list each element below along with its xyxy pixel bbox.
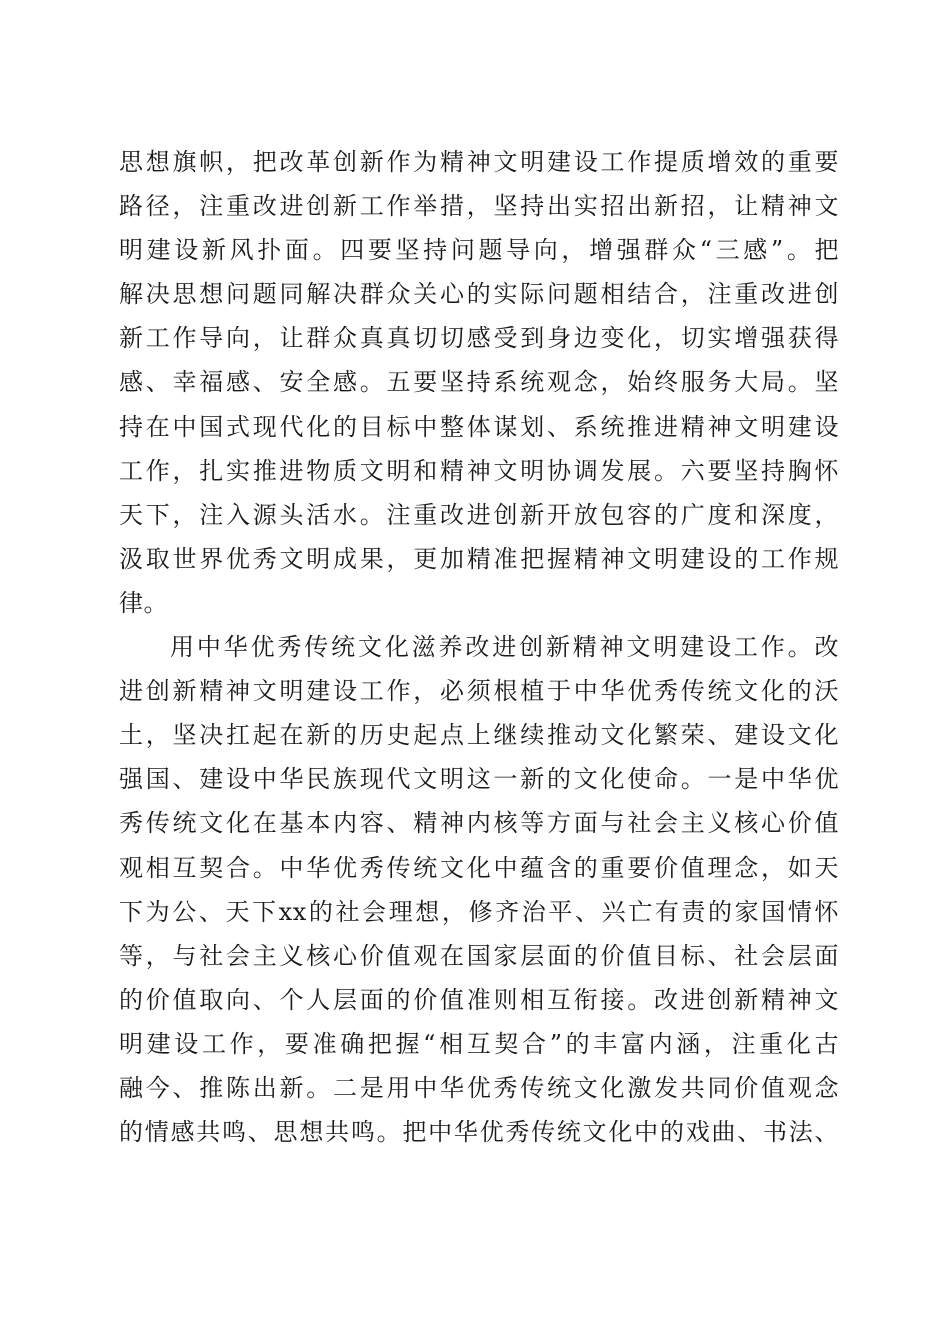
- text-line: 汲取世界优秀文明成果，更加精准把握精神文明建设的工作规: [119, 544, 839, 573]
- text-line: 持在中国式现代化的目标中整体谋划、系统推进精神文明建设: [119, 412, 839, 441]
- text-line: 明建设工作，要准确把握“相互契合”的丰富内涵，注重化古: [119, 1029, 839, 1058]
- text-line: 等，与社会主义核心价值观在国家层面的价值目标、社会层面: [119, 941, 839, 970]
- paragraph-start-line: 用中华优秀传统文化滋养改进创新精神文明建设工作。改: [170, 633, 839, 662]
- text-line: 下为公、天下xx的社会理想，修齐治平、兴亡有责的家国情怀: [119, 897, 839, 926]
- paragraph-end-line: 律。: [119, 588, 168, 617]
- text-line: 秀传统文化在基本内容、精神内核等方面与社会主义核心价值: [119, 809, 839, 838]
- text-line: 新工作导向，让群众真真切切感受到身边变化，切实增强获得: [119, 324, 839, 353]
- text-line: 感、幸福感、安全感。五要坚持系统观念，始终服务大局。坚: [119, 368, 839, 397]
- text-line: 观相互契合。中华优秀传统文化中蕴含的重要价值理念，如天: [119, 853, 839, 882]
- text-line: 的情感共鸣、思想共鸣。把中华优秀传统文化中的戏曲、书法、: [119, 1118, 839, 1147]
- text-line: 思想旗帜，把改革创新作为精神文明建设工作提质增效的重要: [119, 148, 839, 176]
- text-line: 路径，注重改进创新工作举措，坚持出实招出新招，让精神文: [119, 192, 839, 221]
- text-line: 强国、建设中华民族现代文明这一新的文化使命。一是中华优: [119, 765, 839, 794]
- text-line: 进创新精神文明建设工作，必须根植于中华优秀传统文化的沃: [119, 677, 839, 706]
- text-line: 土，坚决扛起在新的历史起点上继续推动文化繁荣、建设文化: [119, 721, 839, 750]
- text-line: 解决思想问题同解决群众关心的实际问题相结合，注重改进创: [119, 280, 839, 309]
- text-line: 融今、推陈出新。二是用中华优秀传统文化激发共同价值观念: [119, 1073, 839, 1102]
- text-line: 天下，注入源头活水。注重改进创新开放包容的广度和深度，: [119, 500, 839, 529]
- text-line: 的价值取向、个人层面的价值准则相互衔接。改进创新精神文: [119, 985, 839, 1014]
- body-text: [119, 140, 839, 1154]
- text-line: 工作，扎实推进物质文明和精神文明协调发展。六要坚持胸怀: [119, 456, 839, 485]
- text-line: 明建设新风扑面。四要坚持问题导向，增强群众“三感”。把: [119, 236, 839, 265]
